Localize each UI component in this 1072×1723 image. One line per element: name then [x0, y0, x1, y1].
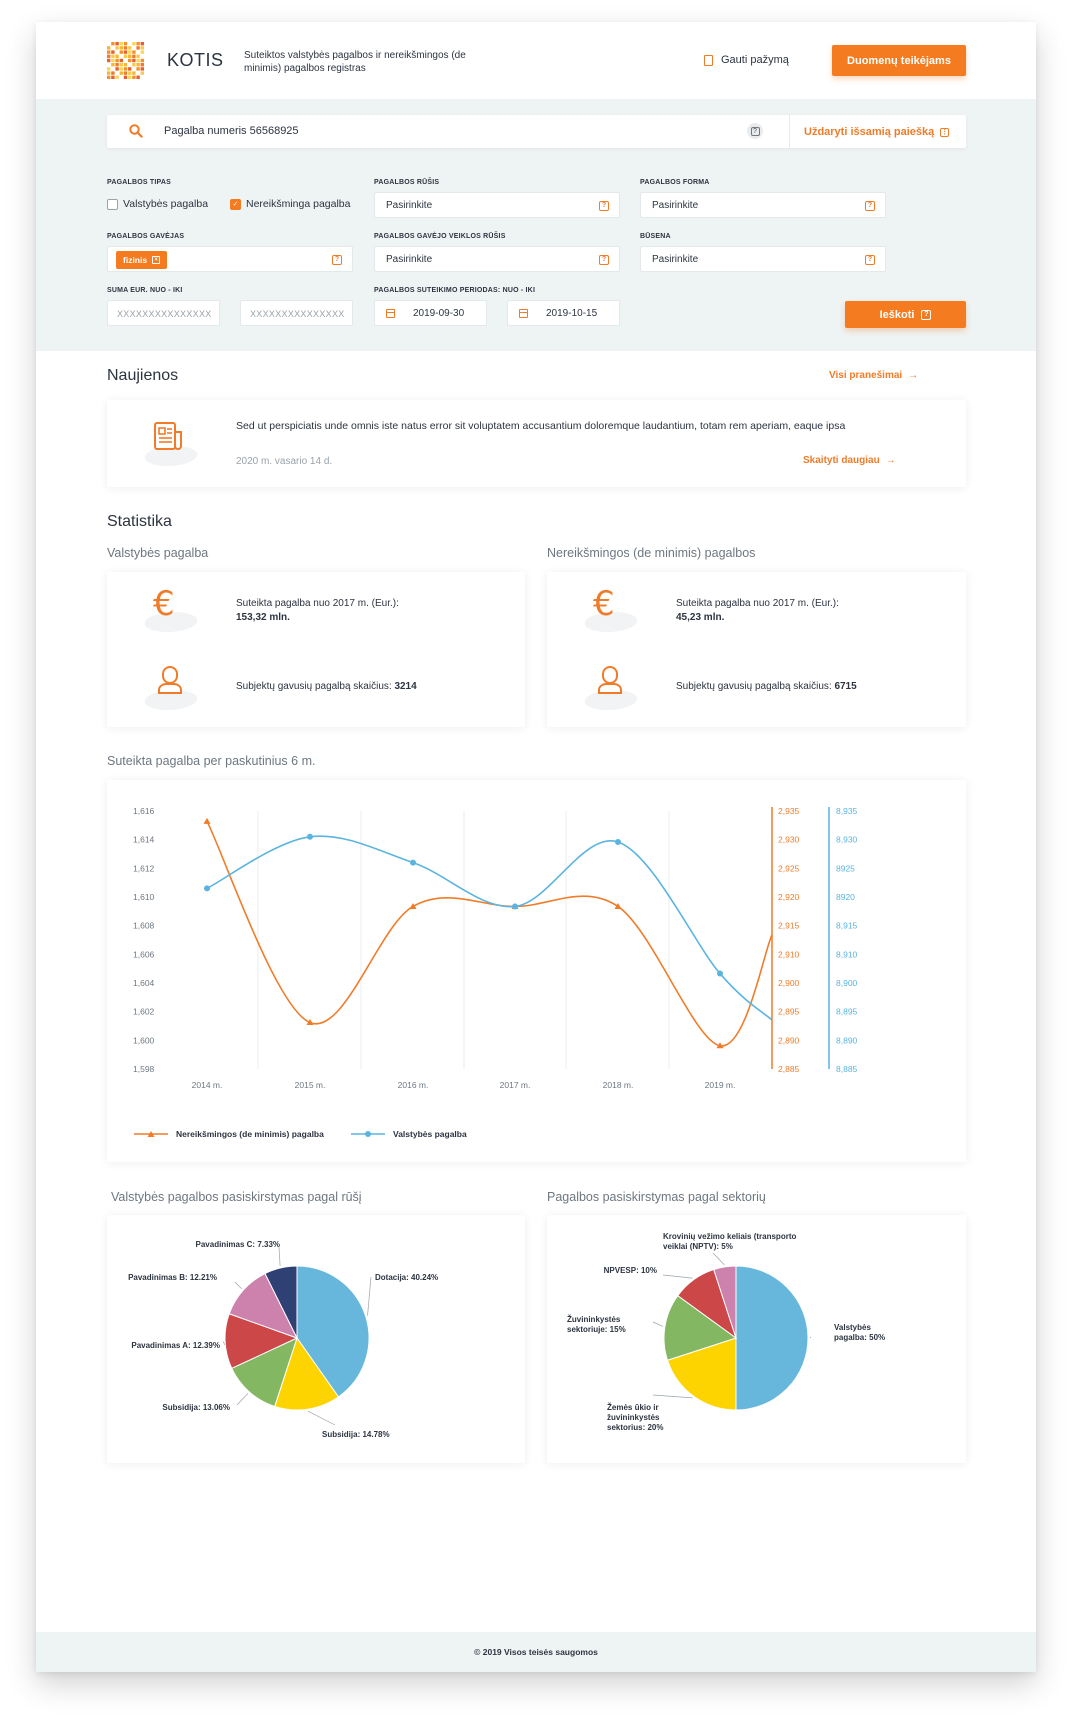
recipient-label: PAGALBOS GAVĖJAS [107, 233, 185, 240]
read-more-link[interactable] [803, 455, 896, 466]
state-subjects-label: Subjektų gavusių pagalbą skaičius: [236, 681, 392, 692]
pie-leader-line [653, 1395, 693, 1398]
state-subjects [236, 680, 417, 694]
search-bar [107, 115, 966, 148]
pie-label: sektoriuje: 15% [567, 1325, 626, 1334]
calendar-icon[interactable] [519, 309, 528, 318]
blue-data-point [204, 885, 210, 891]
pie-type-card [107, 1215, 525, 1463]
line-chart [107, 780, 966, 1162]
arrow-right-icon: → [908, 370, 919, 381]
euro-icon: € [581, 584, 641, 640]
pie-label: Dotacija: 40.24% [375, 1273, 439, 1282]
get-certificate-label: Gauti pažymą [721, 54, 789, 66]
pie-leader-line [235, 1282, 242, 1289]
left-axis-tick: 1,606 [133, 949, 155, 960]
left-axis-tick: 1,610 [133, 892, 155, 902]
pie-slice [736, 1266, 808, 1410]
pie-leader-line [810, 1337, 811, 1338]
all-news-label: Visi pranešimai [829, 370, 903, 381]
search-button[interactable] [845, 301, 966, 328]
orange-axis-tick: 2,935 [778, 806, 800, 816]
left-axis-tick: 1,616 [133, 806, 155, 816]
pie-label: žuvininkystės [607, 1413, 660, 1422]
pie-label: Pavadinimas A: 12.39% [131, 1341, 220, 1350]
pie-label: pagalba: 50% [834, 1333, 886, 1342]
orange-axis-tick: 2,895 [778, 1006, 800, 1017]
pie-leader-line [653, 1322, 663, 1326]
pie-label: veiklai (NPTV): 5% [663, 1242, 733, 1251]
person-icon [581, 662, 641, 718]
pie-leader-line [237, 1393, 248, 1405]
left-axis-tick: 1,602 [133, 1006, 155, 1017]
activity-select[interactable] [374, 246, 620, 272]
legend-blue-marker-icon [351, 1130, 385, 1138]
sum-from-placeholder: XXXXXXXXXXXXXXX [117, 309, 212, 319]
blue-axis-tick: 8925 [836, 863, 855, 874]
orange-axis-tick: 2,910 [778, 949, 800, 960]
period-from-value: 2019-09-30 [413, 308, 465, 319]
help-icon: ? [921, 310, 931, 320]
deminimis-amount [676, 597, 839, 625]
blue-data-point [512, 903, 518, 909]
state-aid-option-label: Valstybės pagalba [123, 198, 209, 210]
state-aid-checkbox[interactable] [107, 198, 208, 210]
blue-data-point [410, 860, 416, 866]
x-axis-tick: 2014 m. [191, 1080, 223, 1090]
page [36, 22, 1036, 1672]
aid-kind-value: Pasirinkite [386, 200, 433, 211]
sum-label: SUMA EUR. NUO - IKI [107, 287, 183, 294]
x-axis-tick: 2017 m. [499, 1080, 531, 1090]
news-card[interactable] [107, 400, 966, 487]
left-axis-tick: 1,600 [133, 1035, 155, 1046]
legend-state-aid-label: Valstybės pagalba [393, 1129, 467, 1139]
orange-axis-tick: 2,900 [778, 978, 800, 988]
deminimis-stats-card [547, 572, 966, 727]
pie-leader-line [368, 1277, 371, 1316]
pie-label: Subsidija: 13.06% [162, 1403, 230, 1412]
help-icon[interactable]: ? [599, 201, 609, 211]
line-chart-card [107, 780, 966, 1162]
advanced-search [36, 99, 1036, 351]
calendar-icon[interactable] [386, 309, 395, 318]
period-to-input[interactable] [507, 300, 620, 326]
state-aid-stats-card [107, 572, 525, 727]
blue-data-point [307, 834, 313, 840]
pie-chart-type [107, 1215, 525, 1463]
help-icon[interactable]: ? [865, 201, 875, 211]
deminimis-subjects-value: 6715 [834, 681, 857, 692]
search-divider [789, 115, 790, 148]
status-select[interactable] [640, 246, 886, 272]
pie-leader-line [663, 1275, 693, 1278]
orange-data-point [615, 903, 622, 909]
x-axis-tick: 2015 m. [294, 1080, 326, 1090]
x-axis-tick: 2019 m. [704, 1080, 736, 1090]
pie-label: NPVESP: 10% [603, 1266, 657, 1275]
close-advanced-search-link[interactable] [804, 126, 949, 138]
pie-type-title: Valstybės pagalbos pasiskirstymas pagal rūšį [111, 1190, 362, 1204]
pie-chart-sector [547, 1215, 966, 1463]
blue-axis-tick: 8,890 [836, 1035, 858, 1046]
blue-axis-tick: 8920 [836, 892, 855, 902]
news-text: Sed ut perspiciatis unde omnis iste natus error sit voluptatem accusantium doloremque laudantium, totam rem aperiam, eaque ipsa [236, 420, 846, 432]
orange-axis-tick: 2,915 [778, 920, 800, 931]
blue-axis-tick: 8,930 [836, 834, 858, 845]
pie-sector-title: Pagalbos pasiskirstymas pagal sektorių [547, 1190, 766, 1204]
line-chart-title: Suteikta pagalba per paskutinius 6 m. [107, 754, 316, 768]
orange-axis-tick: 2,925 [778, 863, 800, 874]
orange-axis-tick: 2,885 [778, 1064, 800, 1074]
close-advanced-label: Uždaryti išsamią paiešką [804, 126, 935, 138]
legend-orange-marker-icon [134, 1130, 168, 1138]
status-label: BŪSENA [640, 233, 671, 240]
state-subjects-value: 3214 [394, 681, 417, 692]
blue-axis-tick: 8,910 [836, 949, 858, 960]
pie-label: Žemės ūkio ir [607, 1403, 659, 1412]
search-help-icon[interactable] [747, 123, 763, 139]
document-icon [704, 55, 713, 66]
aid-kind-select[interactable] [374, 192, 620, 218]
help-icon[interactable]: ? [865, 255, 875, 265]
status-value: Pasirinkite [652, 254, 699, 265]
collapse-icon: ⋮ [941, 128, 949, 136]
state-amount [236, 597, 399, 625]
blue-axis-tick: 8,935 [836, 806, 858, 816]
legend-deminimis-label: Nereikšmingos (de minimis) pagalba [176, 1129, 324, 1139]
remove-tag-icon[interactable]: × [152, 256, 160, 264]
all-news-link[interactable] [829, 370, 918, 381]
arrow-right-icon: → [885, 455, 896, 466]
search-icon[interactable] [129, 124, 143, 138]
checkbox-checked: ✓ [230, 199, 241, 210]
footer: © 2019 Visos teisės saugomos [36, 1632, 1036, 1672]
pie-label: sektorius: 20% [607, 1423, 664, 1432]
aid-form-select[interactable] [640, 192, 886, 218]
orange-axis-tick: 2,920 [778, 892, 800, 902]
blue-data-point [717, 971, 723, 977]
deminimis-stats-title: Nereikšmingos (de minimis) pagalbos [547, 546, 756, 560]
person-icon [141, 662, 201, 718]
left-axis-tick: 1,608 [133, 920, 155, 931]
state-amount-label: Suteikta pagalba nuo 2017 m. (Eur.): [236, 598, 399, 609]
data-providers-button[interactable]: Duomenų teikėjams [832, 45, 966, 76]
pie-label: Valstybės [834, 1323, 871, 1332]
brand-name[interactable]: KOTIS [167, 50, 224, 70]
newspaper-icon [141, 418, 201, 474]
sum-from-input[interactable] [107, 300, 220, 326]
statistics-title: Statistika [107, 513, 172, 530]
pie-leader-line [308, 1411, 335, 1425]
site-subtitle: Suteiktos valstybės pagalbos ir nereikšmingos (de minimis) pagalbos registras [244, 50, 466, 74]
blue-axis-tick: 8,895 [836, 1006, 858, 1017]
pie-label: Pavadinimas C: 7.33% [195, 1240, 280, 1249]
legend-deminimis[interactable] [134, 1129, 324, 1139]
search-input[interactable]: Pagalba numeris 56568925 [164, 125, 299, 137]
help-icon[interactable]: ? [332, 255, 342, 265]
activity-label: PAGALBOS GAVĖJO VEIKLOS RŪŠIS [374, 233, 506, 240]
news-date: 2020 m. vasario 14 d. [236, 456, 333, 467]
help-icon[interactable]: ? [599, 255, 609, 265]
aid-form-label: PAGALBOS FORMA [640, 179, 710, 186]
period-label: PAGALBOS SUTEIKIMO PERIODAS: NUO - IKI [374, 287, 536, 294]
state-amount-value: 153,32 mln. [236, 612, 290, 623]
left-axis-tick: 1,612 [133, 863, 155, 874]
period-from-input[interactable] [374, 300, 487, 326]
search-button-label: Ieškoti [879, 308, 915, 321]
deminimis-aid-checkbox[interactable] [230, 198, 350, 210]
deminimis-amount-label: Suteikta pagalba nuo 2017 m. (Eur.): [676, 598, 839, 609]
pie-label: Žuvininkystės [567, 1315, 621, 1324]
recipient-tag-label: fizinis [123, 255, 148, 265]
x-axis-tick: 2018 m. [602, 1080, 634, 1090]
left-axis-tick: 1,604 [133, 978, 155, 988]
header [36, 22, 1036, 99]
pie-label: Pavadinimas B: 12.21% [128, 1273, 217, 1282]
pie-label: Subsidija: 14.78% [322, 1430, 390, 1439]
orange-series-line [207, 821, 772, 1046]
pie-leader-line [279, 1247, 280, 1266]
aid-kind-label: PAGALBOS RŪŠIS [374, 179, 440, 186]
read-more-label: Skaityti daugiau [803, 455, 880, 466]
kotis-logo-icon[interactable] [107, 42, 145, 80]
sum-to-input[interactable] [240, 300, 353, 326]
pie-label: Krovinių vežimo keliais (transporto [663, 1232, 797, 1241]
pie-sector-card [547, 1215, 966, 1463]
deminimis-amount-value: 45,23 mln. [676, 612, 725, 623]
deminimis-subjects-label: Subjektų gavusių pagalbą skaičius: [676, 681, 832, 692]
euro-icon: € [141, 584, 201, 640]
recipient-select[interactable] [107, 246, 353, 272]
deminimis-option-label: Nereikšminga pagalba [246, 198, 351, 210]
help-glyph: ? [751, 127, 760, 136]
period-to-value: 2019-10-15 [546, 308, 598, 319]
state-aid-stats-title: Valstybės pagalba [107, 546, 209, 560]
legend-state-aid[interactable] [351, 1129, 467, 1139]
blue-axis-tick: 8,900 [836, 978, 858, 988]
orange-axis-tick: 2,930 [778, 834, 800, 845]
aid-form-value: Pasirinkite [652, 200, 699, 211]
orange-data-point [204, 818, 211, 824]
activity-value: Pasirinkite [386, 254, 433, 265]
get-certificate-link[interactable] [704, 54, 789, 66]
blue-data-point [615, 839, 621, 845]
pie-leader-line [713, 1253, 724, 1265]
blue-axis-tick: 8,915 [836, 920, 858, 931]
left-axis-tick: 1,614 [133, 834, 155, 845]
checkbox-unchecked [107, 199, 118, 210]
recipient-tag[interactable] [116, 251, 167, 269]
x-axis-tick: 2016 m. [397, 1080, 429, 1090]
news-title: Naujienos [107, 367, 179, 384]
blue-series-line [207, 836, 772, 1020]
blue-axis-tick: 8,885 [836, 1064, 858, 1074]
aid-type-label: PAGALBOS TIPAS [107, 179, 171, 186]
deminimis-subjects [676, 680, 857, 694]
left-axis-tick: 1,598 [133, 1064, 155, 1074]
orange-axis-tick: 2,890 [778, 1035, 800, 1046]
sum-to-placeholder: XXXXXXXXXXXXXXX [250, 309, 345, 319]
